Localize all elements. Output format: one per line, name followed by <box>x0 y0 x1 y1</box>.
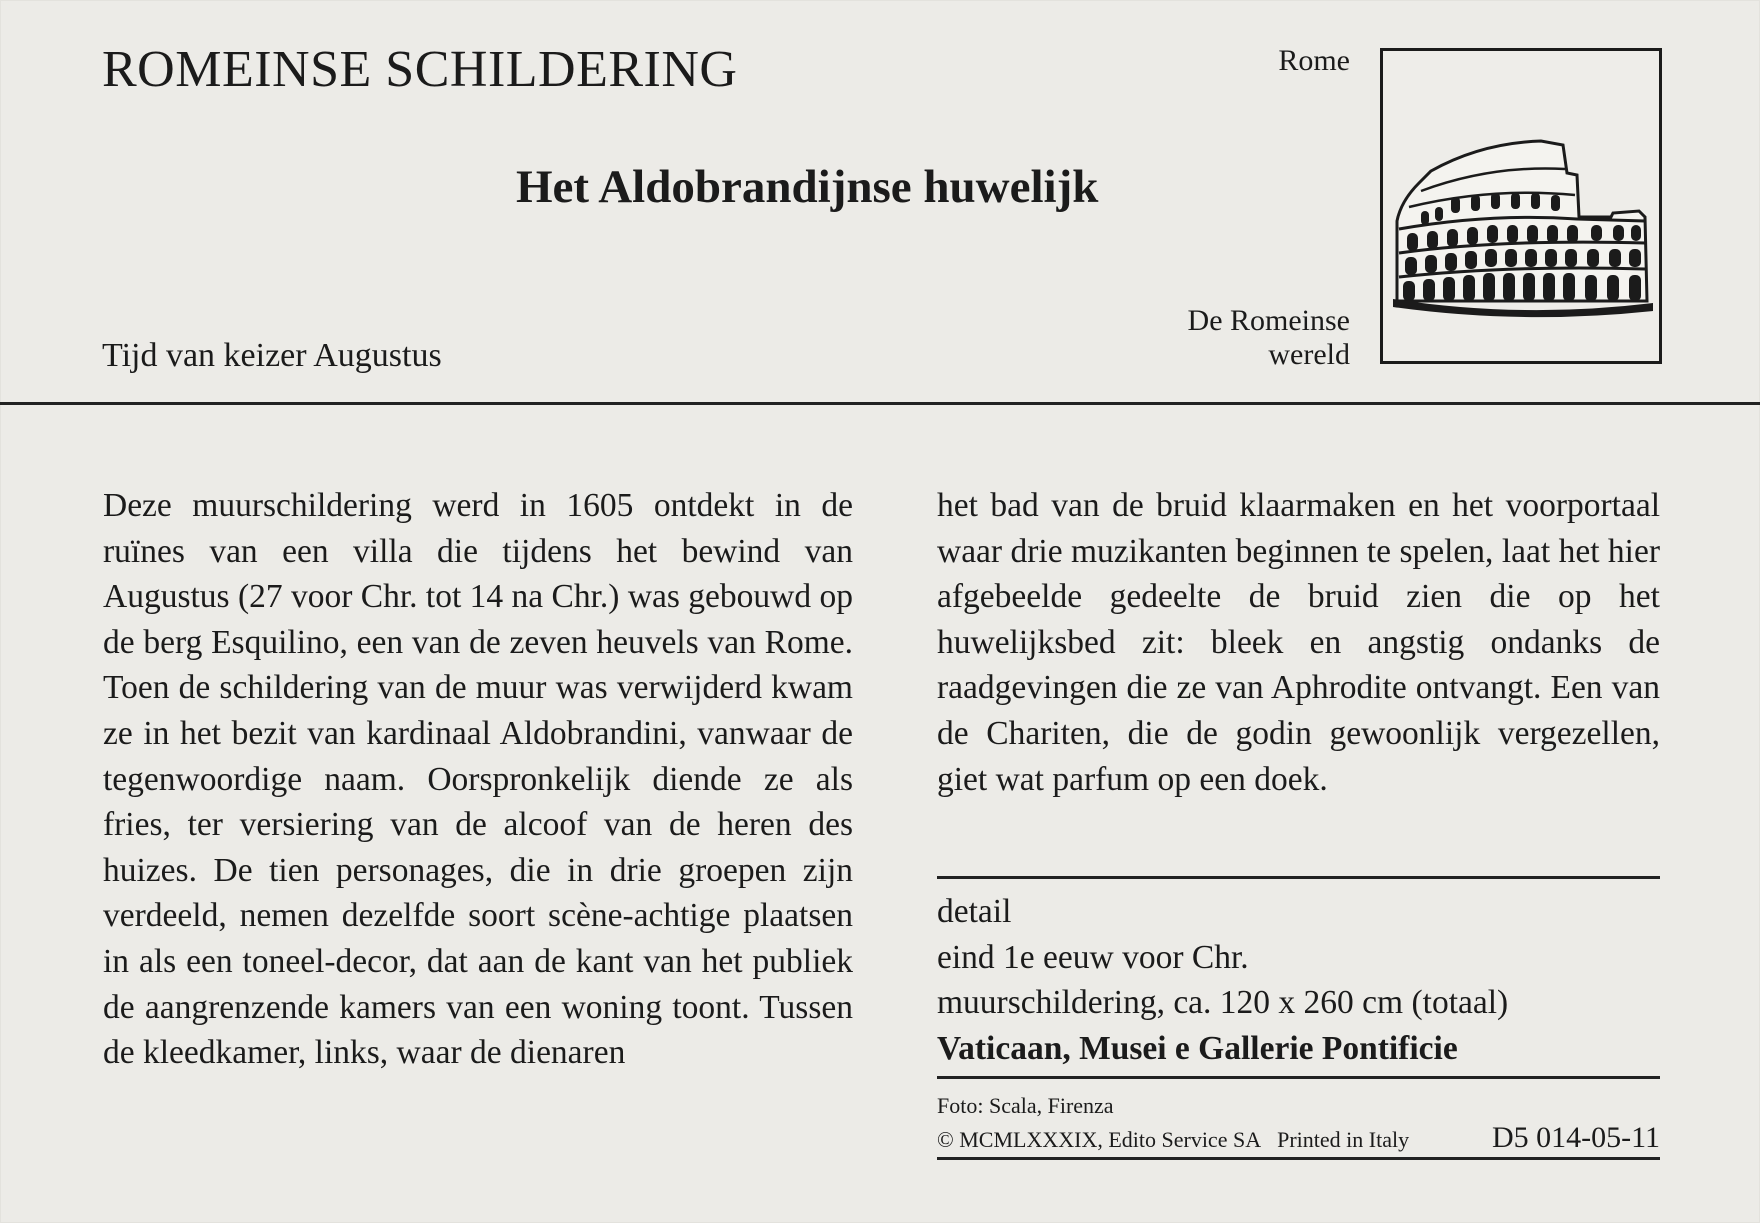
description-left-text: Deze muurschildering werd in 1605 ontdekt in de ruïnes van een villa die tijdens het bewind van Augustus (27 voor Chr. tot 14 na Chr.) was gebouwd op de berg Esquilino, een van de zeven heuvels van Rome. Toen de schildering van de muur was verwijderd kwam ze in het bezit van kardinaal Aldobrandini, vanwaar de tegenwoordige naam. Oorspronkelijk diende ze als fries, ter versiering van de alcoof van de heren des huizes. De tien personages, die in drie groepen zijn verdeeld, nemen dezelfde soort scène-achtige plaatsen in als een toneel-decor, dat aan de kant van het publiek de aangrenzende kamers van een woning toont. Tussen de kleedkamer, links, waar de dienaren <box>103 487 853 1072</box>
description-left-column <box>103 483 853 1076</box>
world-label-line2: wereld <box>1268 338 1350 371</box>
printed-in: Printed in Italy <box>1277 1127 1410 1152</box>
period-label: Tijd van keizer Augustus <box>102 337 442 374</box>
series-title: ROMEINSE SCHILDERING <box>102 41 738 98</box>
collection-label: Vaticaan, Musei e Gallerie Pontificie <box>937 1029 1458 1067</box>
artwork-title: Het Aldobrandijnse huwelijk <box>516 161 1099 213</box>
header-divider <box>0 402 1760 405</box>
date-label: eind 1e eeuw voor Chr. <box>937 938 1249 976</box>
credits-bottom-rule <box>937 1157 1660 1160</box>
details-top-rule <box>937 876 1660 879</box>
world-label <box>1188 304 1350 372</box>
photo-credit: Foto: Scala, Firenza <box>937 1093 1114 1118</box>
technique-label: muurschildering, ca. 120 x 260 cm (totaal) <box>937 984 1509 1021</box>
card-code: D5 014-05-11 <box>1491 1121 1660 1154</box>
details-bottom-rule <box>937 1076 1660 1079</box>
credits <box>937 1090 1660 1156</box>
credits-line <box>937 1122 1660 1156</box>
detail-label: detail <box>937 893 1012 930</box>
place-label: Rome <box>1278 44 1350 77</box>
description-right-text: het bad van de bruid klaarmaken en het voorportaal waar drie muzikanten beginnen te spelen, laat het hier afgebeelde gedeelte de bruid zien die op het huwelijksbed zit: bleek en angstig ondanks de raadgevingen die ze van Aphrodite ontvangt. Een van de Chariten, die de godin gewoonlijk vergezellen, giet wat parfum op een doek. <box>937 487 1660 798</box>
colosseum-logo-box <box>1380 48 1662 364</box>
copyright-notice: © MCMLXXXIX, Edito Service SA <box>937 1127 1262 1152</box>
colosseum-icon <box>1391 121 1657 321</box>
description-right-column <box>937 483 1660 802</box>
artwork-details <box>937 889 1660 1071</box>
world-label-line1: De Romeinse <box>1187 304 1350 337</box>
